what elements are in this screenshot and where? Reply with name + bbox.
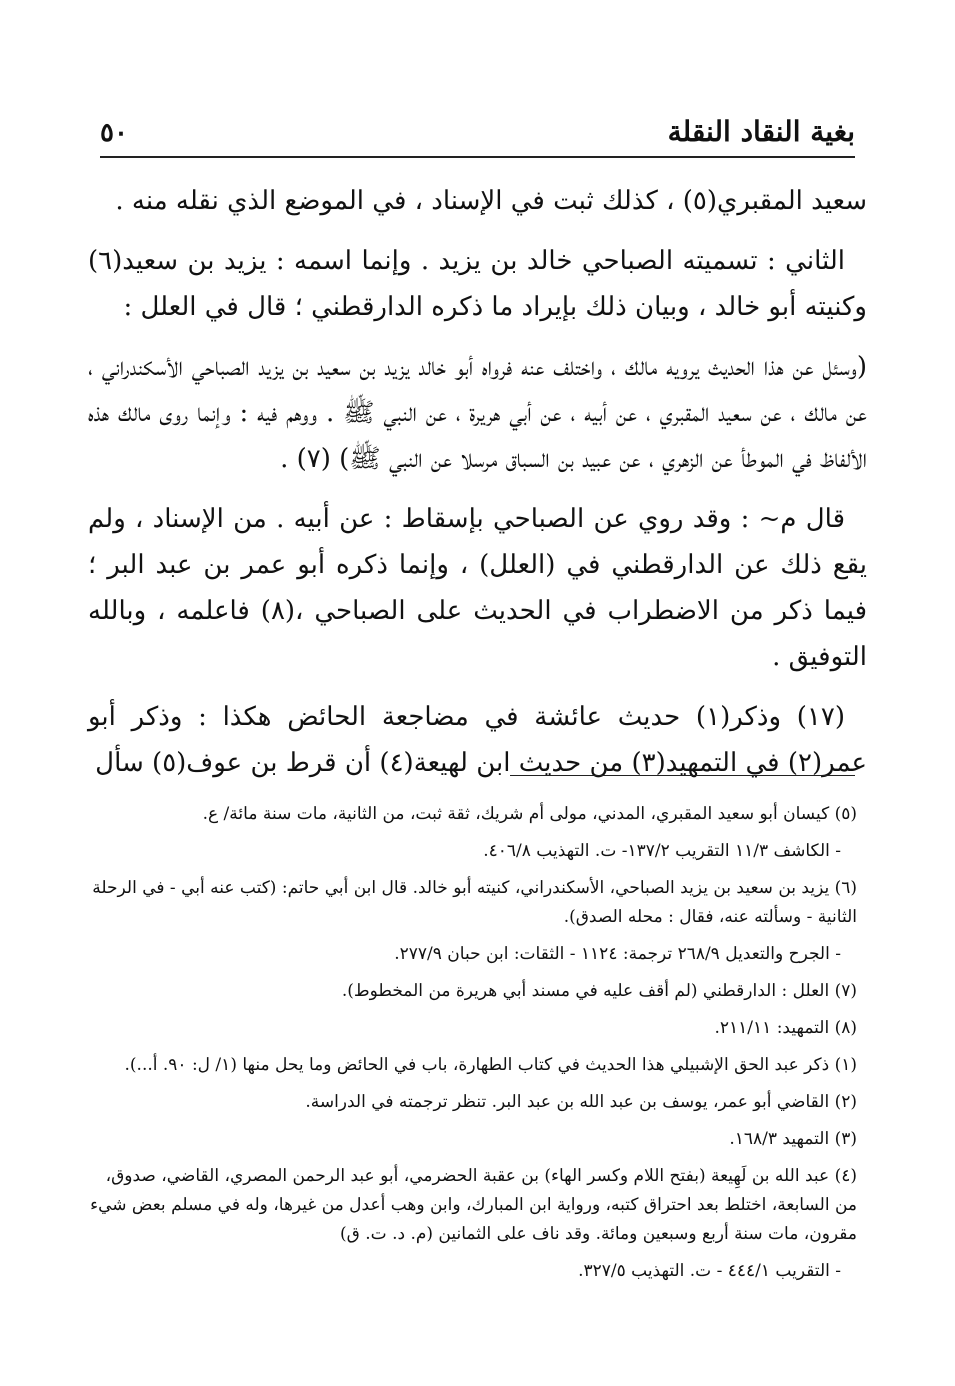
footnotes <box>88 800 857 1294</box>
footnote-7: (٧) العلل : الدارقطني (لم أقف عليه في مسند أبي هريرة من المخطوط). <box>341 981 857 1001</box>
running-title: بغية النقاد النقلة <box>667 115 855 148</box>
paragraph-4: قال م~ : وقد روي عن الصباحي بإسقاط : عن أبيه . من الإسناد ، ولم يقع ذلك عن الدارقطني في (العلل) ، وإنما ذكره أبو عمر بن عبد البر ؛ فيما ذكر من الاضطراب في الحديث على الصباحي ،(٨) فاعلمه ، وبالله التوفيق . <box>88 504 867 672</box>
footnote-2: (٢) القاضي أبو عمر، يوسف بن عبد الله بن عبد البر. تنظر ترجمته في الدراسة. <box>305 1092 857 1112</box>
footnote-8: (٨) التمهيد: ٢١١/١١. <box>714 1018 857 1038</box>
footnote-6: (٦) يزيد بن سعيد بن يزيد الصباحي، الأسكندراني، كنيته أبو خالد. قال ابن أبي حاتم: (كتب عنه أبي - في الرحلة الثانية - وسألته عنه، فقال : محله الصدق). <box>92 878 857 927</box>
footnote-4-sources: - التقريب ٤٤٤/١ - ت. التهذيب ٣٢٧/٥. <box>578 1261 841 1281</box>
page-header <box>100 108 855 148</box>
paragraph-5: (١٧) وذكر(١) حديث عائشة في مضاجعة الحائض هكذا : وذكر أبو عمر(٢) في التمهيد(٣) من حديث ابن لهيعة(٤) أن قرط بن عوف(٥) سأل <box>88 702 867 778</box>
footnote-5: (٥) كيسان أبو سعيد المقبري، المدني، مولى أم شريك، ثقة ثبت، من الثانية، مات سنة مائة/ ع. <box>202 804 857 824</box>
footnote-6-sources: - الجرح والتعديل ٢٦٨/٩ ترجمة: ١١٢٤ - الثقات: ابن حبان ٢٧٧/٩. <box>394 944 841 964</box>
footnote-1: (١) ذكر عبد الحق الإشبيلي هذا الحديث في كتاب الطهارة، باب في الحائض وما يحل منها (١/ ل: ٩٠. أ...). <box>124 1055 857 1075</box>
paragraph-1: سعيد المقبري(٥) ، كذلك ثبت في الإسناد ، في الموضع الذي نقله منه . <box>115 186 867 216</box>
footnote-rule <box>510 775 855 776</box>
header-rule <box>100 156 855 158</box>
paragraph-3: (وسئل عن هذا الحديث يرويه مالك ، واختلف عنه فرواه أبو خالد يزيد بن سعيد بن يزيد الصباحي الأسكندراني ، عن مالك ، عن سعيد المقبري ، عن أبيه ، عن أبي هريرة ، عن النبي ﷺ . ووهم فيه : وإنما روى مالك هذه الألفاظ في الموطأ عن الزهري ، عن عبيد بن السباق مرسلا عن النبي ﷺ) (٧) . <box>88 352 867 474</box>
footnote-3: (٣) التمهيد ١٦٨/٣. <box>729 1129 857 1149</box>
main-text <box>88 178 867 800</box>
paragraph-2: الثاني : تسميته الصباحي خالد بن يزيد . وإنما اسمه : يزيد بن سعيد(٦) وكنيته أبو خالد ، وبيان ذلك بإيراد ما ذكره الدارقطني ؛ قال في العلل : <box>88 246 867 322</box>
page-number: ٥٠ <box>100 118 128 148</box>
footnote-5-sources: - الكاشف ١١/٣ التقريب ١٣٧/٢- ت. التهذيب ٤٠٦/٨. <box>483 841 841 861</box>
footnote-4: (٤) عبد الله بن لَهِيعة (بفتح اللام وكسر الهاء) بن عقبة الحضرمي، أبو عبد الرحمن المصري، القاضي، صدوق، من السابعة، اختلط بعد احتراق كتبه، ورواية ابن المبارك، وابن وهب أعدل من غيرها، وله في مسلم بعض شيء مقرون، مات سنة أربع وسبعين ومائة. وقد ناف على الثمانين (م. د. ت. ق) <box>90 1166 857 1244</box>
